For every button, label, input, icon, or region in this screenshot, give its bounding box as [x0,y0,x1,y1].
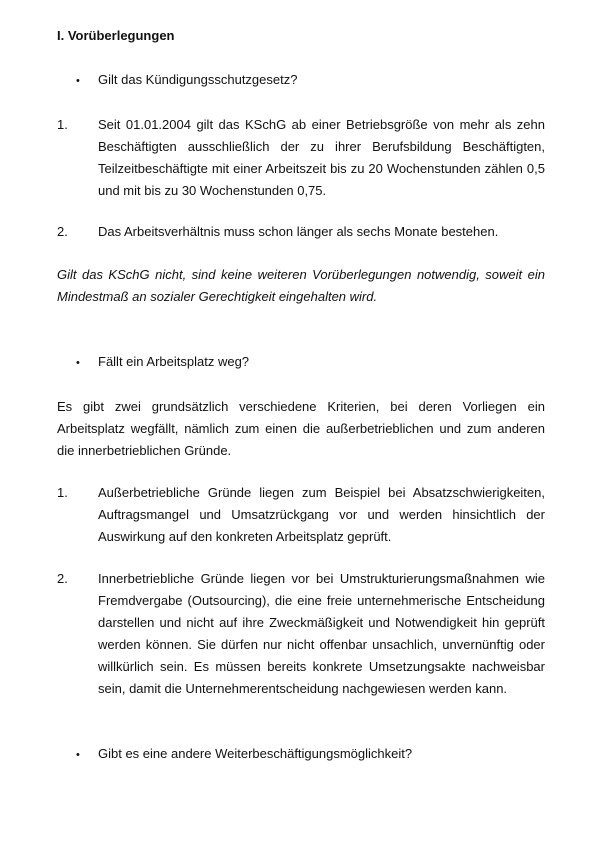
bullet-question-3 [76,746,412,763]
list-item-2-2 [57,568,545,700]
list-item-text: Außerbetriebliche Gründe liegen zum Beispiel bei Absatzschwierigkeiten, Auftragsmangel und Umsatzrückgang vor und werden hinsichtlich der Auswirkung auf den konkreten Arbeitsplatz geprüft. [98,485,545,544]
list-item-text: Das Arbeitsverhältnis muss schon länger als sechs Monate bestehen. [98,224,499,239]
bullet-icon: • [76,357,80,369]
note-paragraph: Gilt das KSchG nicht, sind keine weiteren Vorüberlegungen notwendig, soweit ein Mindestmaß an sozialer Gerechtigkeit eingehalten wird. [57,267,545,304]
list-item-text: Innerbetriebliche Gründe liegen vor bei Umstrukturierungsmaßnahmen wie Fremdvergabe (Outsourcing), die eine freie unternehmerische Entscheidung darstellen und nicht auf ihre Zweckmäßigkeit und Notwendigkeit hin geprüft werden können. Sie dürfen nur nicht offenbar unsachlich, unvernünftig oder willkürlich sein. Es müssen bereits konkrete Umsetzungsakte nachweisbar sein, damit die Unternehmerentscheidung nachgewiesen werden kann. [98,571,545,696]
list-item-number: 1. [57,485,68,500]
list-item-number: 2. [57,571,68,586]
list-item-1-2 [57,221,545,243]
bullet-question-2 [76,354,249,371]
intro-paragraph: Es gibt zwei grundsätzlich verschiedene Kriterien, bei deren Vorliegen ein Arbeitsplatz wegfällt, nämlich zum einen die außerbetrieblichen und zum anderen die innerbetrieblichen Gründe. [57,399,545,458]
list-item-text: Seit 01.01.2004 gilt das KSchG ab einer Betriebsgröße von mehr als zehn Beschäftigten ausschließlich der zu ihrer Berufsbildung Beschäftigten, Teilzeitbeschäftigte mit einer Arbeitszeit bis zu 20 Wochenstunden zählen 0,5 und mit bis zu 30 Wochenstunden 0,75. [98,117,545,198]
list-item-number: 2. [57,224,68,239]
bullet-icon: • [76,75,80,87]
bullet-question-1 [76,72,297,89]
list-item-1-1 [57,114,545,202]
list-item-number: 1. [57,117,68,132]
bullet-icon: • [76,749,80,761]
section-heading: I. Vorüberlegungen [57,28,175,43]
bullet-question-2-text: Fällt ein Arbeitsplatz weg? [98,354,250,369]
bullet-question-1-text: Gilt das Kündigungsschutzgesetz? [98,72,298,87]
bullet-question-3-text: Gibt es eine andere Weiterbeschäftigungsmöglichkeit? [98,746,413,761]
list-item-2-1 [57,482,545,548]
